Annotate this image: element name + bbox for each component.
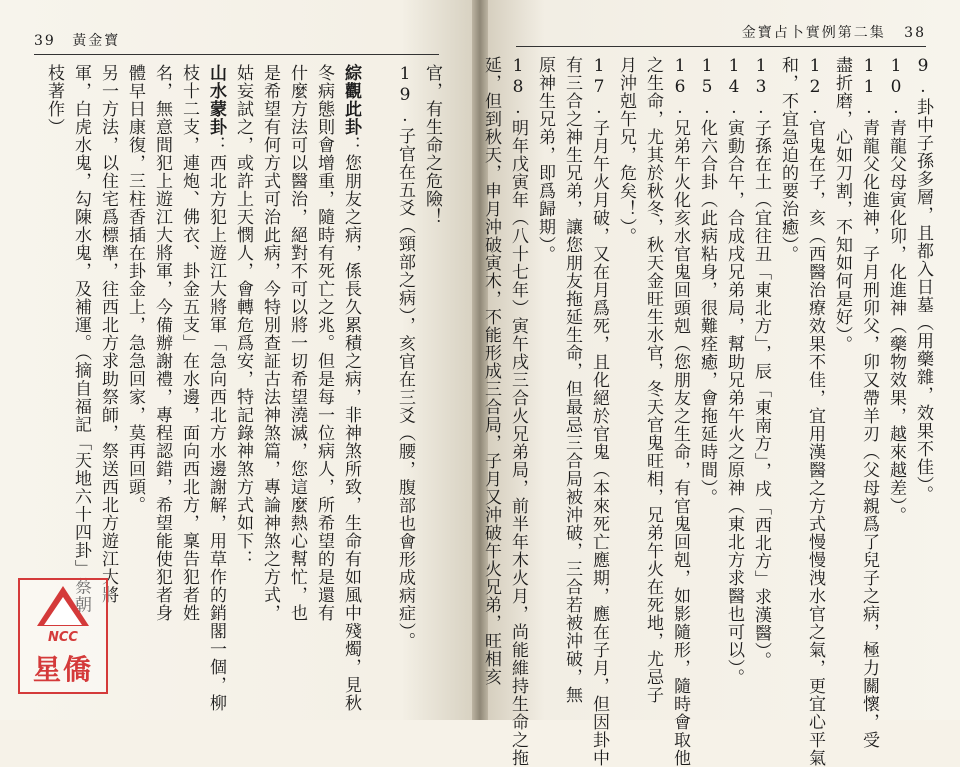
left-page-title: 黃金寶 [72, 33, 121, 49]
text-column: 11.青龍父化進神，子月刑卯父，卯又帶羊刃（父母親爲了兒子之病，極力關懷，受 [859, 56, 879, 749]
section-marker: 山水蒙卦 [206, 64, 226, 136]
text-column: 是希望有何方式可治此病，今特別查証古法神煞篇，專論神煞之方式， [260, 64, 280, 622]
text-column: 有三合之神生兄弟，讓您朋友拖延生命，但最忌三合局被沖破，三合若被沖破，無 [562, 56, 582, 704]
section-marker: 綜觀此卦 [341, 64, 361, 136]
text-column: 枝十二支，連炮、佛衣、卦金五支」在水邊，面向西北方，稟告犯者姓 [179, 64, 199, 622]
text-column: 綜觀此卦：您朋友之病，係長久累積之病，非神煞所致，生命有如風中殘燭，見秋 [341, 64, 361, 712]
right-page-header [742, 22, 926, 42]
right-page-body [481, 56, 936, 767]
text-column: 月沖剋午兄，危矣！）。 [616, 56, 636, 246]
text-column: 16.兄弟午火化亥水官鬼回頭剋（您朋友之生命，有官鬼回剋，如影隨形，隨時會取他 [670, 56, 690, 767]
left-page-header [34, 30, 120, 50]
text-column [364, 64, 391, 694]
text-column: 另一方法，以住宅爲標準，往西北方求助祭師，祭送西北方遊江大將 [98, 64, 118, 604]
right-header-rule [516, 46, 926, 47]
text-column: 體早日康復，三柱香插在卦金上，急急回家，莫再回頭。 [125, 64, 145, 514]
text-column: 延，但到秋天，申月沖破寅木，不能形成三合局，子月又沖破午火兄弟，旺相亥 [481, 56, 501, 686]
right-page-number: 38 [904, 25, 926, 41]
stamp-latin: NCC [48, 630, 78, 645]
text-column: 枝著作） [44, 64, 64, 136]
text-column: 軍，白虎水鬼，勾陳水鬼，及補運。（摘自福記「天地六十四卦」蔡朝 [71, 64, 91, 614]
text-column: 姑妄試之，或許上天憫人，會轉危爲安，特記錄神煞方式如下： [233, 64, 253, 568]
text-column: 9.卦中子孫多層，且都入日墓（用藥雜，效果不佳）。 [913, 56, 933, 504]
left-page-body [44, 64, 445, 712]
text-column: 山水蒙卦：西北方犯上遊江大將軍「急向西北方水邊謝解，用草作的銷閣一個，柳 [206, 64, 226, 712]
text-column: 18.明年戊寅年（八十七年）寅午戌三合火兄弟局，前半年木火月，尚能維持生命之拖 [508, 56, 528, 767]
text-column: 14.寅動合午，合成戌兄弟局，幫助兄弟午火之原神（東北方求醫也可以）。 [724, 56, 744, 687]
text-column: 12.官鬼在子，亥（西醫治療效果不佳，宜用漢醫之方式慢慢洩水官之氣，更宜心平氣 [805, 56, 825, 767]
text-column: 13.子孫在土（宜往丑「東北方」，辰「東南方」，戌「西北方」求漢醫）。 [751, 56, 771, 670]
right-page [481, 0, 960, 767]
publisher-stamp [18, 578, 108, 694]
text-column: 官，有生命之危險！ [422, 64, 442, 226]
stamp-chinese: 星僑 [32, 653, 93, 686]
text-column: 之生命，尤其於秋冬，秋天金旺生水官，冬天官鬼旺相，兄弟午火在死地，尤忌子 [643, 56, 663, 704]
text-column: 名，無意間犯上遊江大將軍，今備辦謝禮，專程認錯，希望能使犯者身 [152, 64, 172, 622]
text-column: 原神生兄弟，即爲歸期）。 [535, 56, 555, 264]
right-page-title: 金寶占卜實例第二集 [741, 25, 886, 41]
left-header-rule [34, 54, 439, 55]
text-column: 冬病態則會增重，隨時有死亡之兆。但是每一位病人，所希望的是還有 [314, 64, 334, 622]
left-page [0, 0, 472, 720]
text-column: 什麼方法可以醫治，絕對不可以將一切希望澆滅，您這麼熱心幫忙，也 [287, 64, 307, 622]
text-column: 19.子官在五爻（頸部之病），亥官在三爻（腰，腹部也會形成病症）。 [395, 64, 415, 650]
text-column: 15.化六合卦（此病粘身，很難痊癒，會拖延時間）。 [697, 56, 717, 507]
text-column: 盡折磨，心如刀割，不知如何是好）。 [832, 56, 852, 354]
text-column: 17.子月午火月破，又在月爲死，且化絕於官鬼（本來死亡應期，應在子月，但因卦中 [589, 56, 609, 767]
text-column: 10.青龍父母寅化卯，化進神（藥物效果，越來越差）。 [886, 56, 906, 525]
left-page-number: 39 [34, 33, 56, 49]
text-column: 和，不宜急迫的要治癒）。 [778, 56, 798, 264]
